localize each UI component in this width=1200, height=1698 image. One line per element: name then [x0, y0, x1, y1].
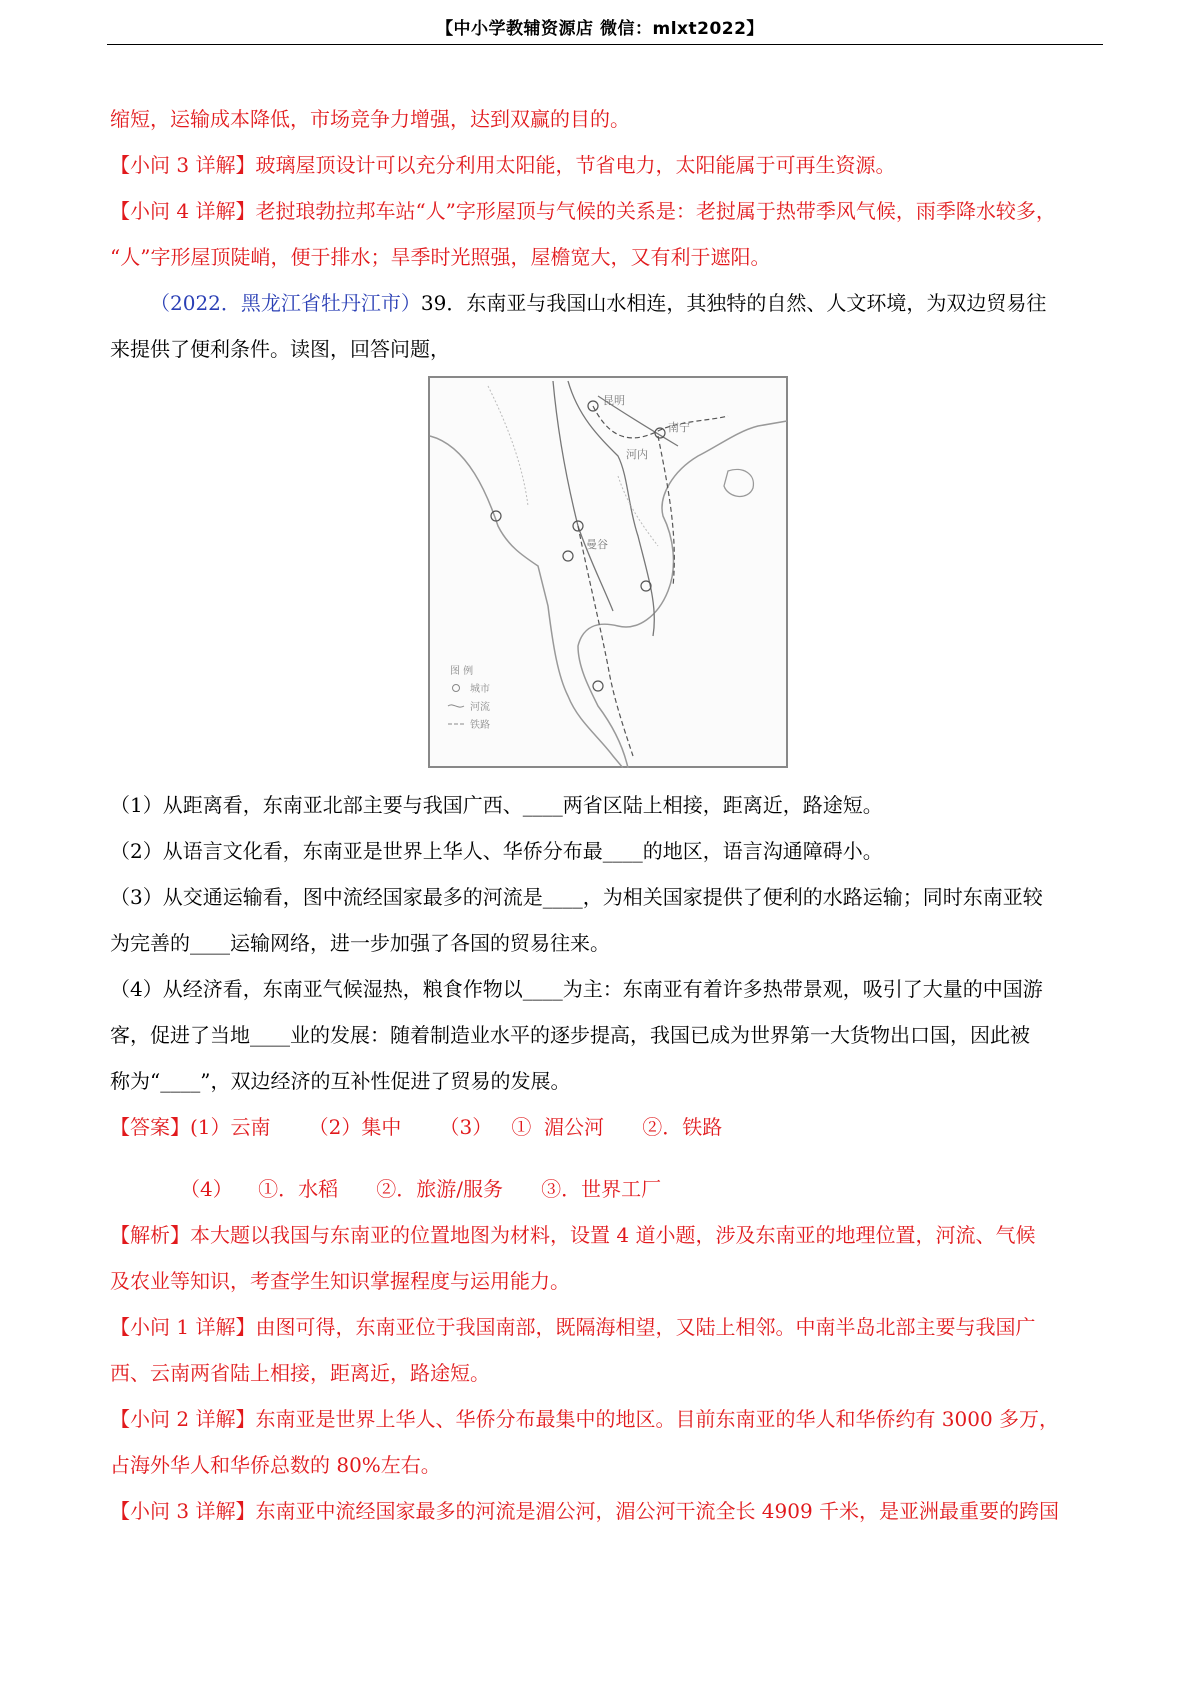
sub-question: 客，促进了当地____业的发展：随着制造业水平的逐步提高，我国已成为世界第一大货物出口国，因此被	[110, 1023, 1030, 1047]
explanation-line: 占海外华人和华侨总数的 80%左右。	[110, 1453, 441, 1477]
map-figure	[110, 372, 1100, 782]
explanation-line: 及农业等知识，考查学生知识掌握程度与运用能力。	[110, 1269, 570, 1293]
southeast-asia-map	[428, 376, 788, 768]
map-city-label: 昆明	[603, 394, 625, 407]
question-stem-line: 来提供了便利条件。读图，回答问题，	[110, 337, 450, 361]
explanation-line: 【小问 1 详解】由图可得，东南亚位于我国南部，既隔海相望，又陆上相邻。中南半岛北部主要与我国广	[110, 1315, 1036, 1339]
question-text: 39．东南亚与我国山水相连，其独特的自然、人文环境，为双边贸易往	[420, 291, 1047, 315]
map-legend-city: 城市	[470, 684, 490, 695]
sub-question: 为完善的____运输网络，进一步加强了各国的贸易往来。	[110, 931, 610, 955]
sub-question: 称为“____”，双边经济的互补性促进了贸易的发展。	[110, 1069, 571, 1093]
paragraph-line: “人”字形屋顶陡峭，便于排水；旱季时光照强，屋檐宽大，又有利于遮阳。	[110, 245, 771, 269]
paragraph-line: 【小问 3 详解】玻璃屋顶设计可以充分利用太阳能，节省电力，太阳能属于可再生资源。	[110, 153, 896, 177]
question-stem	[110, 280, 1100, 326]
sub-question: （1）从距离看，东南亚北部主要与我国广西、____两省区陆上相接，距离近，路途短。	[110, 793, 883, 817]
map-legend-railway: 铁路	[470, 720, 490, 731]
map-city-label: 南宁	[668, 421, 690, 434]
map-city-label: 曼谷	[586, 538, 608, 551]
header-rule	[107, 44, 1103, 45]
document-body	[110, 96, 1100, 1534]
answer-line: 【答案】(1）云南 （2）集中 （3） ① 湄公河 ②．铁路	[110, 1115, 723, 1139]
explanation-line: 【小问 3 详解】东南亚中流经国家最多的河流是湄公河，湄公河干流全长 4909 千米，是亚洲最重要的跨国	[110, 1499, 1060, 1523]
sub-question: （3）从交通运输看，图中流经国家最多的河流是____，为相关国家提供了便利的水路运输；同时东南亚较	[110, 885, 1043, 909]
explanation-line: 【解析】本大题以我国与东南亚的位置地图为材料，设置 4 道小题，涉及东南亚的地理位置，河流、气候	[110, 1223, 1036, 1247]
sub-question: （2）从语言文化看，东南亚是世界上华人、华侨分布最____的地区，语言沟通障碍小。	[110, 839, 883, 863]
answer-line: （4） ①．水稻 ②．旅游/服务 ③．世界工厂	[180, 1177, 662, 1201]
map-legend-river: 河流	[470, 702, 490, 713]
question-source: （2022．黑龙江省牡丹江市）	[150, 291, 421, 315]
explanation-line: 【小问 2 详解】东南亚是世界上华人、华侨分布最集中的地区。目前东南亚的华人和华侨约有 3000 多万，	[110, 1407, 1060, 1431]
map-city-label: 河内	[626, 448, 648, 461]
page-header: 【中小学教辅资源店 微信：mlxt2022】	[436, 19, 764, 39]
paragraph-line: 【小问 4 详解】老挝琅勃拉邦车站“人”字形屋顶与气候的关系是：老挝属于热带季风气候，雨季降水较多，	[110, 199, 1056, 223]
sub-question: （4）从经济看，东南亚气候湿热，粮食作物以____为主：东南亚有着许多热带景观，吸引了大量的中国游	[110, 977, 1043, 1001]
map-legend-title: 图 例	[450, 666, 474, 677]
explanation-line: 西、云南两省陆上相接，距离近，路途短。	[110, 1361, 490, 1385]
paragraph-line: 缩短，运输成本降低，市场竞争力增强，达到双赢的目的。	[110, 107, 630, 131]
